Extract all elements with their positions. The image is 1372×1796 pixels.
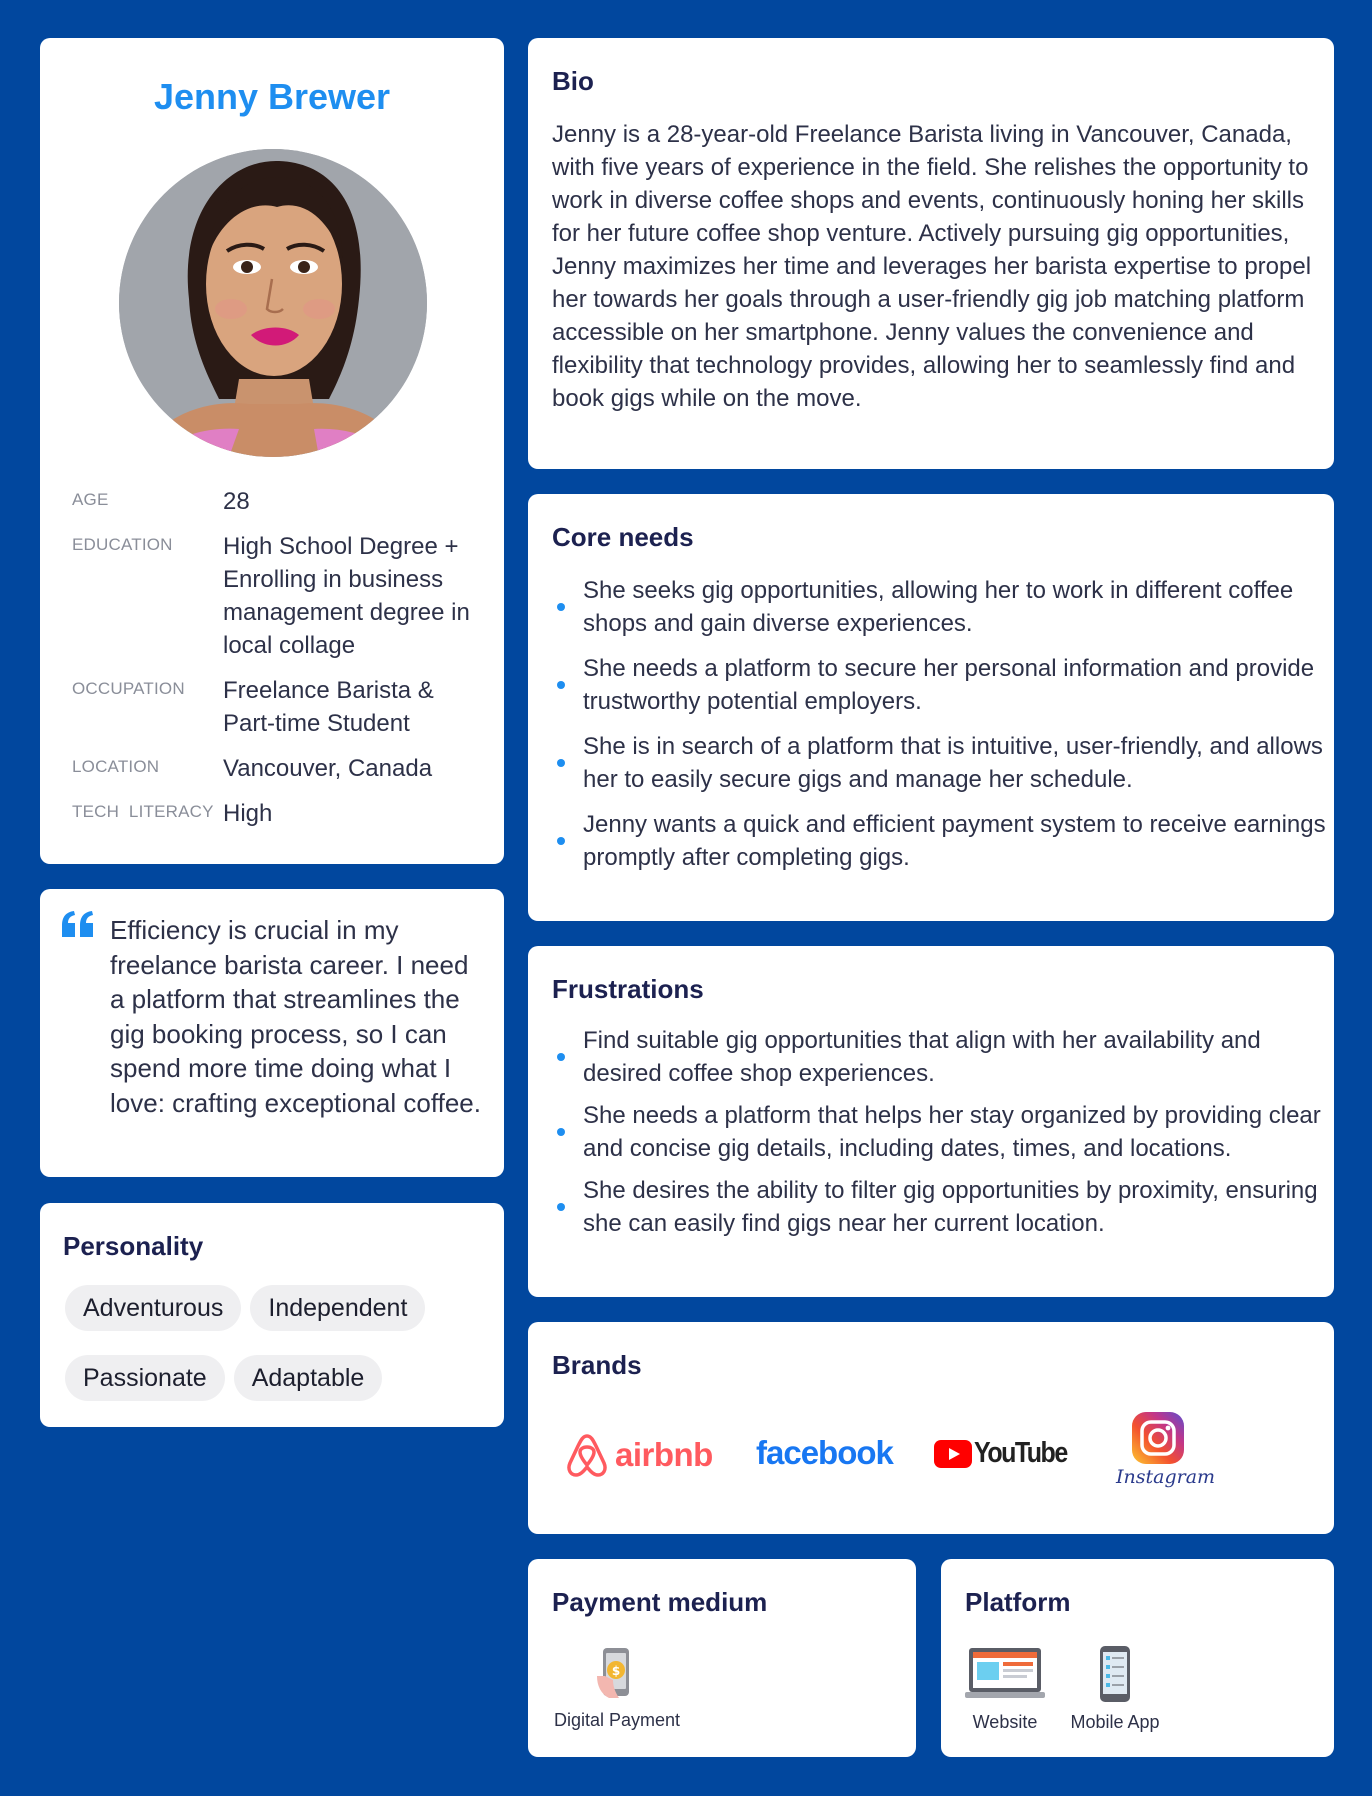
bio-text: Jenny is a 28-year-old Freelance Barista living in Vancouver, Canada, with five years of experience in the field. She relishes the opportunity to work in diverse coffee shops and events, continuously honing her skills for her future coffee shop venture. Actively pursuing gig opportunities, Jenny maximizes her time and leverages her barista expertise to propel her towards her goals through a user-friendly gig job matching platform accessible on her smartphone. Jenny values the convenience and flexibility that technology provides, allowing her to seamlessly find and book gigs while on the move. (552, 121, 1312, 412)
bio-card (528, 38, 1334, 469)
fact-age (72, 485, 482, 518)
list-item-text: She desires the ability to filter gig opportunities by proximity, ensuring she can easily find gigs near her current location. (583, 1177, 1318, 1237)
core-needs-card (528, 494, 1334, 921)
fact-label: TECH LITERACY (72, 802, 214, 821)
persona-name: Jenny Brewer (153, 76, 391, 117)
fact-label: AGE (72, 490, 109, 509)
profile-facts (72, 485, 482, 842)
instagram-logo (1116, 1412, 1216, 1488)
payment-item (552, 1646, 682, 1731)
frustrations-card (528, 946, 1334, 1297)
bullet-icon (557, 603, 565, 611)
bullet-icon (557, 837, 565, 845)
airbnb-wordmark: airbnb (615, 1436, 713, 1473)
personality-tag: Adventurous (65, 1285, 241, 1331)
bullet-icon (557, 1203, 565, 1211)
platform-title: Platform (965, 1587, 1071, 1617)
list-item-text: She needs a platform that helps her stay organized by providing clear and concise gig details, including dates, times, and locations. (583, 1102, 1321, 1162)
youtube-icon (934, 1440, 972, 1468)
payment-item-label: Digital Payment (553, 1710, 681, 1730)
frustrations-title: Frustrations (552, 974, 704, 1004)
airbnb-icon (565, 1432, 609, 1478)
youtube-wordmark: YouTube (974, 1436, 1067, 1470)
bullet-icon (557, 681, 565, 689)
platform-card (941, 1559, 1334, 1757)
profile-card (40, 38, 504, 864)
brands-card (528, 1322, 1334, 1534)
personality-tag: Adaptable (234, 1355, 383, 1401)
fact-education (72, 530, 482, 662)
fact-location (72, 752, 482, 785)
bullet-icon (557, 1053, 565, 1061)
platform-item-label: Website (972, 1712, 1038, 1732)
fact-value: Vancouver, Canada (223, 755, 433, 782)
frustrations-list (552, 1024, 1332, 1249)
list-item-text: She needs a platform to secure her personal information and provide trustworthy potential employers. (583, 655, 1315, 715)
list-item-text: She is in search of a platform that is intuitive, user-friendly, and allows her to easily secure gigs and manage her schedule. (583, 733, 1323, 793)
list-item (552, 808, 1332, 874)
bullet-icon (557, 1128, 565, 1136)
list-item-text: Jenny wants a quick and efficient payment system to receive earnings promptly after completing gigs. (583, 811, 1326, 871)
youtube-logo (934, 1436, 1067, 1470)
quote-icon (62, 911, 94, 937)
brands-title: Brands (552, 1350, 642, 1380)
payment-medium-title: Payment medium (552, 1587, 768, 1617)
fact-tech-literacy (72, 797, 482, 830)
list-item (552, 1174, 1332, 1240)
facebook-logo (756, 1434, 893, 1472)
list-item (552, 1024, 1332, 1090)
avatar (119, 149, 427, 457)
fact-label: OCCUPATION (72, 679, 185, 698)
svg-text:$: $ (611, 1664, 621, 1678)
fact-label: LOCATION (72, 757, 160, 776)
personality-card (40, 1203, 504, 1427)
fact-occupation (72, 674, 482, 740)
list-item (552, 1099, 1332, 1165)
list-item-text: Find suitable gig opportunities that align with her availability and desired coffee shop experiences. (583, 1027, 1261, 1087)
payment-medium-card (528, 1559, 916, 1757)
fact-label: EDUCATION (72, 535, 173, 554)
fact-value: High (223, 800, 273, 827)
avatar-illustration (119, 149, 427, 457)
quote-card (40, 889, 504, 1177)
personality-title: Personality (63, 1231, 204, 1261)
fact-value: High School Degree + Enrolling in business management degree in local collage (223, 533, 470, 659)
list-item (552, 574, 1332, 640)
fact-value: Freelance Barista & Part-time Student (223, 677, 434, 737)
personality-tag: Independent (250, 1285, 425, 1331)
facebook-wordmark: facebook (756, 1434, 893, 1471)
quote-text: Efficiency is crucial in my freelance barista career. I need a platform that streamlines the gig booking process, so I can spend more time doing what I love: crafting exceptional coffee. (110, 915, 481, 1118)
bio-title: Bio (552, 66, 594, 96)
core-needs-list (552, 574, 1332, 886)
core-needs-title: Core needs (552, 522, 694, 552)
bullet-icon (557, 759, 565, 767)
list-item-text: She seeks gig opportunities, allowing her to work in different coffee shops and gain diverse experiences. (583, 577, 1294, 637)
laptop-icon (965, 1646, 1045, 1702)
platform-item-website (965, 1646, 1045, 1733)
platform-item-label: Mobile App (1070, 1712, 1160, 1732)
airbnb-logo (565, 1432, 713, 1478)
instagram-wordmark: Instagram (1116, 1466, 1216, 1488)
phone-coin-icon (595, 1646, 639, 1700)
mobile-app-icon (1098, 1646, 1132, 1702)
personality-tag: Passionate (65, 1355, 225, 1401)
list-item (552, 730, 1332, 796)
list-item (552, 652, 1332, 718)
personality-tags (65, 1285, 485, 1401)
instagram-icon (1132, 1412, 1184, 1464)
platform-item-mobile-app (1065, 1646, 1165, 1733)
fact-value: 28 (223, 488, 250, 515)
